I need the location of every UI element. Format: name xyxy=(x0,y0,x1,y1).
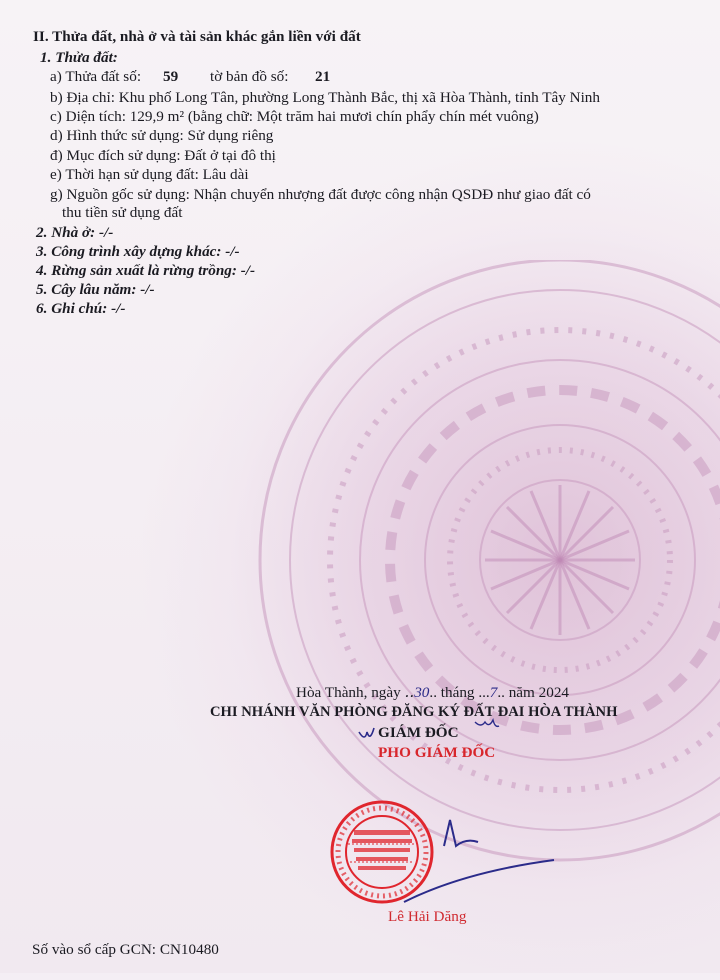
signer-name: Lê Hải Dăng xyxy=(388,908,467,925)
initial-marks xyxy=(355,714,515,746)
usage-form-line: d) Hình thức sử dụng: Sử dụng riêng xyxy=(50,127,274,144)
construction-item: 3. Công trình xây dựng khác: -/- xyxy=(36,243,240,260)
deputy-director-title: PHO GIÁM ĐỐC xyxy=(378,744,496,761)
date-year: năm 2024 xyxy=(508,684,570,701)
certificate-number: Số vào sổ cấp GCN: CN10480 xyxy=(32,941,219,958)
usage-purpose-line: đ) Mục đích sử dụng: Đất ở tại đô thị xyxy=(50,147,276,164)
date-prefix: Hòa Thành, ngày xyxy=(296,684,401,701)
house-item: 2. Nhà ở: -/- xyxy=(36,224,114,241)
parcel-heading: 1. Thửa đất: xyxy=(40,49,118,66)
usage-origin-line-2: thu tiền sử dụng đất xyxy=(62,204,183,221)
date-month-label: tháng xyxy=(440,684,475,701)
section-title: II. Thửa đất, nhà ở và tài sản khác gắn liền với đất xyxy=(33,28,361,45)
area-line: c) Diện tích: 129,9 m² (bằng chữ: Một trăm hai mươi chín phẩy chín mét vuông) xyxy=(50,108,539,125)
perennial-item: 5. Cây lâu năm: -/- xyxy=(36,281,155,298)
date-day: 30 xyxy=(414,684,430,701)
signing-date: Hòa Thành, ngày ..30.. tháng ...7.. năm 2024 xyxy=(296,683,570,701)
forest-item: 4. Rừng sản xuất là rừng trồng: -/- xyxy=(36,262,256,279)
date-month: 7 xyxy=(489,684,498,701)
map-sheet-value: 21 xyxy=(315,68,331,85)
usage-origin-line: g) Nguồn gốc sử dụng: Nhận chuyển nhượng đất được công nhận QSDĐ như giao đất có xyxy=(50,186,591,203)
parcel-number-value: 59 xyxy=(163,68,179,85)
director-title: GIÁM ĐỐC xyxy=(378,724,459,741)
usage-term-line: e) Thời hạn sử dụng đất: Lâu dài xyxy=(50,166,249,183)
note-item: 6. Ghi chú: -/- xyxy=(36,300,126,317)
office-name: CHI NHÁNH VĂN PHÒNG ĐĂNG KÝ ĐẤT ĐAI HÒA THÀNH xyxy=(210,704,618,720)
address-line: b) Địa chỉ: Khu phố Long Tân, phường Long Thành Bắc, thị xã Hòa Thành, tỉnh Tây Ninh xyxy=(50,89,600,106)
map-sheet-label: tờ bản đồ số: xyxy=(210,68,289,85)
signature xyxy=(400,806,560,916)
parcel-number-label: a) Thửa đất số: xyxy=(50,68,142,85)
